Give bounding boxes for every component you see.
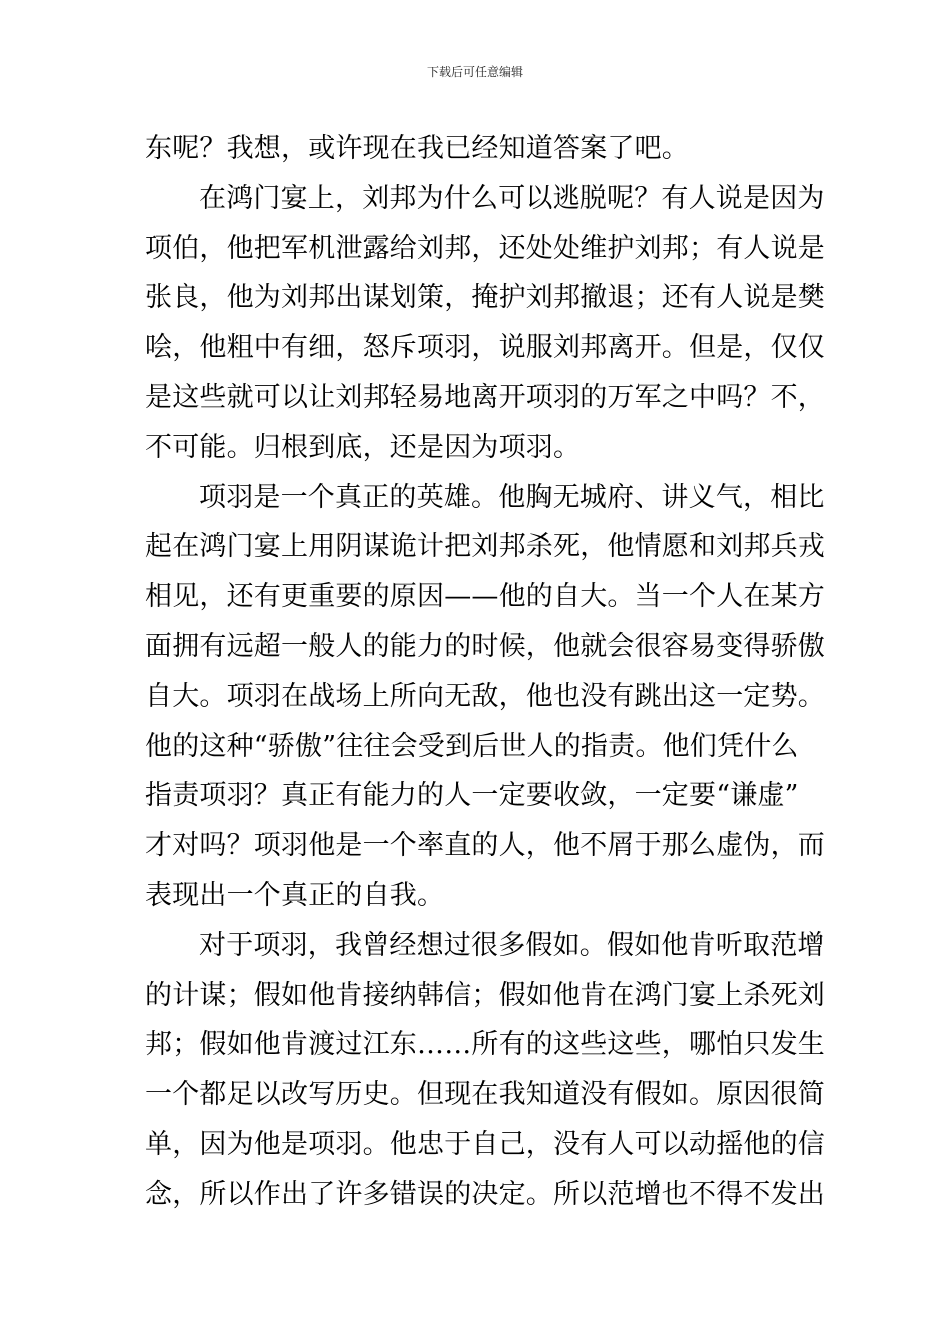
text-line: 念，所以作出了许多错误的决定。所以范增也不得不发出 bbox=[145, 1178, 825, 1210]
text-line: 哙，他粗中有细，怒斥项羽，说服刘邦离开。但是，仅仅 bbox=[145, 332, 825, 364]
text-line: 自大。项羽在战场上所向无敌，他也没有跳出这一定势。 bbox=[145, 680, 825, 712]
text-line: 张良，他为刘邦出谋划策，掩护刘邦撤退；还有人说是樊 bbox=[145, 282, 825, 314]
text-line: 他的这种“骄傲”往往会受到后世人的指责。他们凭什么 bbox=[145, 730, 799, 762]
text-line: 在鸿门宴上，刘邦为什么可以逃脱呢？有人说是因为 bbox=[199, 182, 825, 214]
text-line: 表现出一个真正的自我。 bbox=[145, 879, 445, 911]
text-line: 东呢？我想，或许现在我已经知道答案了吧。 bbox=[145, 133, 689, 164]
text-line: 邦；假如他肯渡过江东……所有的这些这些，哪怕只发生 bbox=[145, 1029, 825, 1061]
text-line: 项羽是一个真正的英雄。他胸无城府、讲义气，相比 bbox=[199, 481, 825, 513]
text-line: 一个都足以改写历史。但现在我知道没有假如。原因很简 bbox=[145, 1079, 825, 1111]
text-line: 项伯，他把军机泄露给刘邦，还处处维护刘邦；有人说是 bbox=[145, 232, 825, 264]
text-line: 是这些就可以让刘邦轻易地离开项羽的万军之中吗？不， bbox=[145, 381, 825, 413]
text-line: 对于项羽，我曾经想过很多假如。假如他肯听取范增 bbox=[199, 929, 825, 961]
text-line: 面拥有远超一般人的能力的时候，他就会很容易变得骄傲 bbox=[145, 630, 825, 662]
page-header: 下载后可任意编辑 bbox=[426, 65, 523, 79]
text-line: 指责项羽？真正有能力的人一定要收敛，一定要“谦虚” bbox=[145, 780, 799, 812]
text-line: 单，因为他是项羽。他忠于自己，没有人可以动摇他的信 bbox=[145, 1128, 825, 1160]
text-line: 不可能。归根到底，还是因为项羽。 bbox=[145, 431, 581, 463]
text-line: 的计谋；假如他肯接纳韩信；假如他肯在鸿门宴上杀死刘 bbox=[145, 979, 825, 1011]
text-line: 相见，还有更重要的原因——他的自大。当一个人在某方 bbox=[145, 581, 825, 613]
text-line: 才对吗？项羽他是一个率直的人，他不屑于那么虚伪，而 bbox=[145, 830, 825, 862]
body-text bbox=[145, 124, 825, 1220]
text-line: 起在鸿门宴上用阴谋诡计把刘邦杀死，他情愿和刘邦兵戎 bbox=[145, 531, 825, 563]
